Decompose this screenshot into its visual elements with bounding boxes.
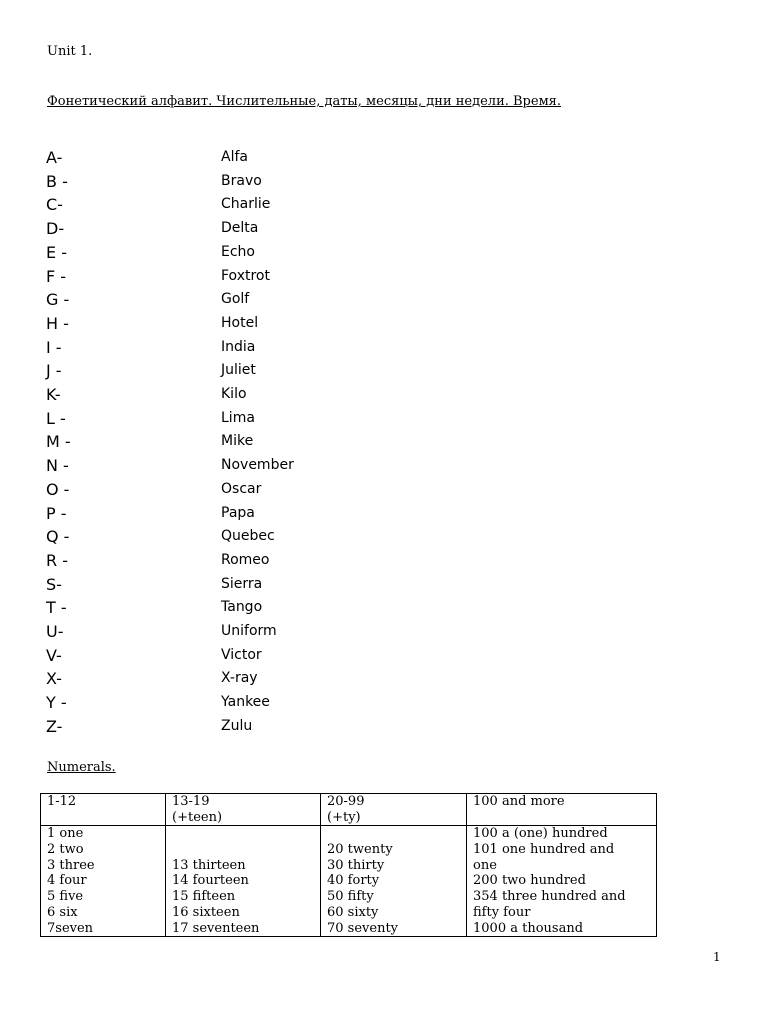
alphabet-row <box>0 267 400 290</box>
alphabet-letter: L - <box>46 408 66 428</box>
alphabet-row <box>0 385 400 408</box>
alphabet-row <box>0 669 400 692</box>
alphabet-row <box>0 622 400 645</box>
numerals-table <box>40 793 657 937</box>
alphabet-codeword: Quebec <box>221 528 275 545</box>
table-cell-line <box>172 842 314 858</box>
alphabet-letter: U- <box>46 622 64 641</box>
alphabet-letter: A- <box>46 148 63 167</box>
numerals-heading: Numerals. <box>47 760 116 775</box>
alphabet-row <box>0 504 400 527</box>
alphabet-letter: Z- <box>46 716 63 736</box>
header-line: (+teen) <box>172 809 223 825</box>
alphabet-codeword: Uniform <box>221 623 277 639</box>
alphabet-codeword: November <box>221 457 294 474</box>
alphabet-row <box>0 219 400 242</box>
alphabet-letter: S- <box>46 574 62 594</box>
alphabet-codeword: Kilo <box>221 386 247 402</box>
alphabet-codeword: Tango <box>221 599 263 616</box>
table-cell <box>467 826 657 937</box>
table-cell-line <box>172 826 314 842</box>
alphabet-row <box>0 646 400 669</box>
alphabet-letter: O - <box>46 479 70 499</box>
table-header-cell <box>166 794 321 826</box>
table-header-row <box>41 794 657 826</box>
alphabet-letter: G - <box>46 290 70 310</box>
header-line: 100 and more <box>473 794 565 809</box>
alphabet-letter: R - <box>46 550 68 570</box>
alphabet-letter: N - <box>46 456 69 476</box>
header-line: 13-19 <box>172 794 210 809</box>
table-cell-line: 15 fifteen <box>172 889 236 905</box>
alphabet-letter: B - <box>46 171 68 191</box>
table-cell-line: 1000 a thousand <box>473 920 584 936</box>
alphabet-letter: K- <box>46 385 61 404</box>
header-line: 20-99 <box>327 794 365 809</box>
unit-title: Unit 1. <box>47 44 93 59</box>
table-cell <box>41 826 166 937</box>
alphabet-codeword: Oscar <box>221 480 262 497</box>
table-cell-line: fifty four <box>473 904 531 920</box>
table-cell-line: 70 seventy <box>327 920 399 936</box>
alphabet-codeword: Hotel <box>221 314 259 331</box>
alphabet-row <box>0 361 400 384</box>
alphabet-row <box>0 575 400 598</box>
alphabet-row <box>0 527 400 550</box>
alphabet-row <box>0 551 400 574</box>
alphabet-codeword: X-ray <box>221 670 258 687</box>
table-cell-line: 1 one <box>47 826 84 842</box>
alphabet-row <box>0 338 400 361</box>
alphabet-codeword: Juliet <box>221 362 256 379</box>
alphabet-codeword: Foxtrot <box>221 267 270 284</box>
table-cell-line: 100 a (one) hundred <box>473 826 608 842</box>
table-cell-line: 200 two hundred <box>473 873 586 889</box>
table-cell-line: 101 one hundred and <box>473 842 615 858</box>
alphabet-codeword: Lima <box>221 409 255 426</box>
alphabet-codeword: Yankee <box>221 694 270 711</box>
table-cell-line: 2 two <box>47 842 84 858</box>
alphabet-row <box>0 409 400 432</box>
table-cell-line: 6 six <box>47 904 78 920</box>
alphabet-row <box>0 243 400 266</box>
alphabet-letter: Y - <box>46 693 67 713</box>
table-cell-line: 7seven <box>47 920 94 936</box>
table-cell-line <box>327 826 460 842</box>
table-cell-line: 50 fifty <box>327 889 374 905</box>
table-cell-line: 14 fourteen <box>172 873 249 889</box>
alphabet-codeword: Bravo <box>221 172 262 189</box>
alphabet-letter: J - <box>46 361 62 381</box>
alphabet-codeword: Delta <box>221 220 259 237</box>
table-cell <box>166 826 321 937</box>
alphabet-letter: D- <box>46 219 65 239</box>
alphabet-codeword: Zulu <box>221 717 253 734</box>
table-cell-line: 16 sixteen <box>172 904 240 920</box>
table-body-row <box>41 826 657 937</box>
alphabet-row <box>0 148 400 171</box>
alphabet-row <box>0 717 400 740</box>
alphabet-codeword: Papa <box>221 504 255 521</box>
table-cell-line: 3 three <box>47 857 95 873</box>
alphabet-letter: E - <box>46 242 67 262</box>
table-cell-line: 40 forty <box>327 873 380 889</box>
alphabet-codeword: Alfa <box>221 149 248 165</box>
alphabet-letter: F - <box>46 266 67 286</box>
alphabet-codeword: Echo <box>221 243 255 260</box>
page-title: Фонетический алфавит. Числительные, даты, месяцы, дни недели. Время. <box>47 94 562 109</box>
alphabet-row <box>0 290 400 313</box>
alphabet-row <box>0 480 400 503</box>
alphabet-letter: M - <box>46 432 71 452</box>
table-cell <box>321 826 467 937</box>
header-line: (+ty) <box>327 809 361 825</box>
table-cell-line: 13 thirteen <box>172 857 246 873</box>
table-cell-line: 30 thirty <box>327 857 385 873</box>
alphabet-codeword: Mike <box>221 433 254 450</box>
table-header-cell <box>467 794 657 826</box>
alphabet-row <box>0 172 400 195</box>
alphabet-row <box>0 693 400 716</box>
alphabet-codeword: Sierra <box>221 575 263 592</box>
alphabet-row <box>0 598 400 621</box>
alphabet-row <box>0 456 400 479</box>
alphabet-codeword: Golf <box>221 291 250 308</box>
alphabet-row <box>0 314 400 337</box>
alphabet-letter: T - <box>46 598 67 618</box>
table-cell-line: 5 five <box>47 889 84 905</box>
table-cell-line: 60 sixty <box>327 904 379 920</box>
alphabet-letter: Q - <box>46 527 70 547</box>
table-cell-line: 4 four <box>47 873 87 889</box>
table-header-cell <box>41 794 166 826</box>
alphabet-letter: H - <box>46 313 69 333</box>
alphabet-letter: C- <box>46 195 63 215</box>
alphabet-codeword: Charlie <box>221 196 271 213</box>
alphabet-row <box>0 432 400 455</box>
alphabet-letter: P - <box>46 503 67 523</box>
table-cell-line: one <box>473 857 497 873</box>
page-number: 1 <box>713 950 721 964</box>
alphabet-row <box>0 195 400 218</box>
table-header-cell <box>321 794 467 826</box>
alphabet-codeword: Victor <box>221 646 262 663</box>
alphabet-letter: X- <box>46 669 62 689</box>
alphabet-codeword: India <box>221 338 256 355</box>
alphabet-letter: I - <box>46 337 62 357</box>
header-line: 1-12 <box>47 794 77 809</box>
table-cell-line: 20 twenty <box>327 842 393 858</box>
alphabet-codeword: Romeo <box>221 551 270 568</box>
alphabet-letter: V- <box>46 645 62 665</box>
table-cell-line: 17 seventeen <box>172 920 260 936</box>
table-cell-line: 354 three hundred and <box>473 889 626 905</box>
